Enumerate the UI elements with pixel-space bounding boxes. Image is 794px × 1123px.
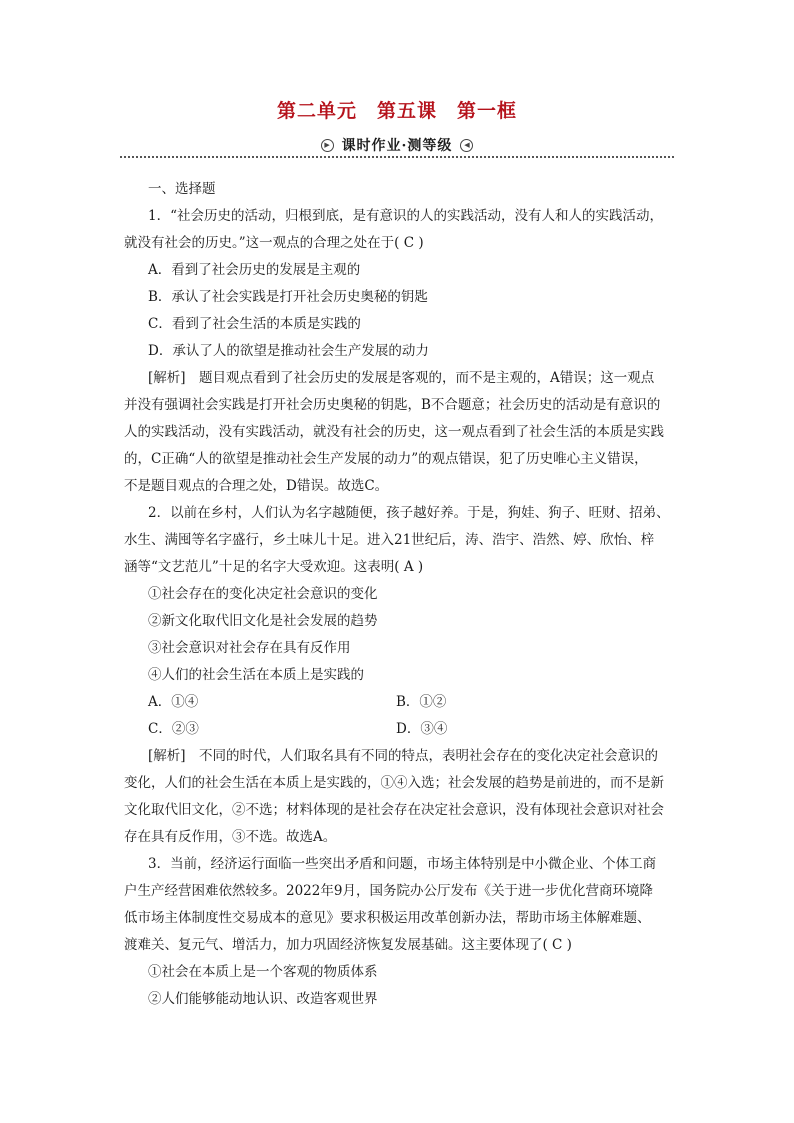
question-1-option-d: D．承认了人的欲望是推动社会生产发展的动力 bbox=[148, 343, 429, 359]
question-1-option-a: A．看到了社会历史的发展是主观的 bbox=[148, 262, 361, 278]
question-2-choice-c: C．②③ bbox=[148, 721, 199, 737]
question-1-analysis-line: 人的实践活动，没有实践活动，就没有社会的历史，这一观点看到了社会生活的本质是实践 bbox=[124, 424, 664, 440]
question-1-option-c: C．看到了社会生活的本质是实践的 bbox=[148, 316, 361, 332]
question-2-analysis-line: 变化，人们的社会生活在本质上是实践的，①④入选；社会发展的趋势是前进的，而不是新 bbox=[124, 775, 664, 791]
question-2-choice-row bbox=[124, 689, 680, 716]
question-1-stem-line: 就没有社会的历史。”这一观点的合理之处在于( C ) bbox=[124, 235, 424, 251]
question-2-analysis-line: 文化取代旧文化，②不选；材料体现的是社会存在决定社会意识，没有体现社会意识对社会 bbox=[124, 802, 664, 818]
question-2-choice-row bbox=[124, 716, 680, 743]
divider bbox=[120, 156, 674, 158]
question-2-choice-a: A．①④ bbox=[148, 694, 199, 710]
question-3-stem-line: 低市场主体制度性交易成本的意见》要求积极运用改革创新办法，帮助市场主体解难题、 bbox=[124, 910, 651, 926]
question-1-option-b: B．承认了社会实践是打开社会历史奥秘的钥匙 bbox=[148, 289, 428, 305]
question-1-stem-line: 1．“社会历史的活动，归根到底，是有意识的人的实践活动，没有人和人的实践活动， bbox=[148, 208, 663, 224]
subtitle: 课时作业·测等级 bbox=[341, 138, 453, 154]
exercise-content bbox=[124, 176, 680, 1013]
question-3-stem-line: 户生产经营困难依然较多。2022年9月，国务院办公厅发布《关于进一步优化营商环境降 bbox=[124, 883, 653, 899]
question-2-choice-d: D．③④ bbox=[396, 721, 448, 737]
question-1-analysis-line: 的，C正确“人的欲望是推动社会生产发展的动力”的观点错误，犯了历史唯心主义错误， bbox=[124, 451, 648, 467]
question-2-stem-line: 2．以前在乡村，人们认为名字越随便，孩子越好养。于是，狗娃、狗子、旺财、招弟、 bbox=[148, 505, 670, 521]
question-3-stem-line: 渡难关、复元气、增活力，加力巩固经济恢复发展基础。这主要体现了( C ) bbox=[124, 937, 572, 953]
question-2-item: ④人们的社会生活在本质上是实践的 bbox=[148, 667, 364, 683]
question-1-analysis-line: [解析] 题目观点看到了社会历史的发展是客观的，而不是主观的，A错误；这一观点 bbox=[148, 370, 655, 386]
question-2-item: ②新文化取代旧文化是社会发展的趋势 bbox=[148, 613, 378, 629]
question-1-analysis-line: 并没有强调社会实践是打开社会历史奥秘的钥匙，B不合题意；社会历史的活动是有意识的 bbox=[124, 397, 661, 413]
question-2-choice-b: B．①② bbox=[396, 694, 447, 710]
question-2-analysis-line: 存在具有反作用，③不选。故选A。 bbox=[124, 829, 337, 845]
question-3-item: ②人们能够能动地认识、改造客观世界 bbox=[148, 991, 378, 1007]
section-heading: 一、选择题 bbox=[148, 181, 216, 197]
left-arrow-icon: ◀ bbox=[460, 139, 473, 152]
question-2-item: ①社会存在的变化决定社会意识的变化 bbox=[148, 586, 378, 602]
question-2-stem-line: 水生、满囤等名字盛行，乡土味儿十足。进入21世纪后，涛、浩宇、浩然、婷、欣怡、梓 bbox=[124, 532, 655, 548]
subtitle-row bbox=[0, 135, 794, 155]
question-1-analysis-line: 不是题目观点的合理之处，D错误。故选C。 bbox=[124, 478, 389, 494]
question-2-analysis-line: [解析] 不同的时代，人们取名具有不同的特点，表明社会存在的变化决定社会意识的 bbox=[148, 748, 659, 764]
question-3-stem-line: 3．当前，经济运行面临一些突出矛盾和问题，市场主体特别是中小微企业、个体工商 bbox=[148, 856, 657, 872]
question-2-stem-line: 涵等“文艺范儿”十足的名字大受欢迎。这表明( A ) bbox=[124, 559, 424, 575]
question-2-item: ③社会意识对社会存在具有反作用 bbox=[148, 640, 351, 656]
question-3-item: ①社会在本质上是一个客观的物质体系 bbox=[148, 964, 378, 980]
right-arrow-icon: ▶ bbox=[321, 139, 334, 152]
page-title: 第二单元 第五课 第一框 bbox=[276, 100, 517, 122]
